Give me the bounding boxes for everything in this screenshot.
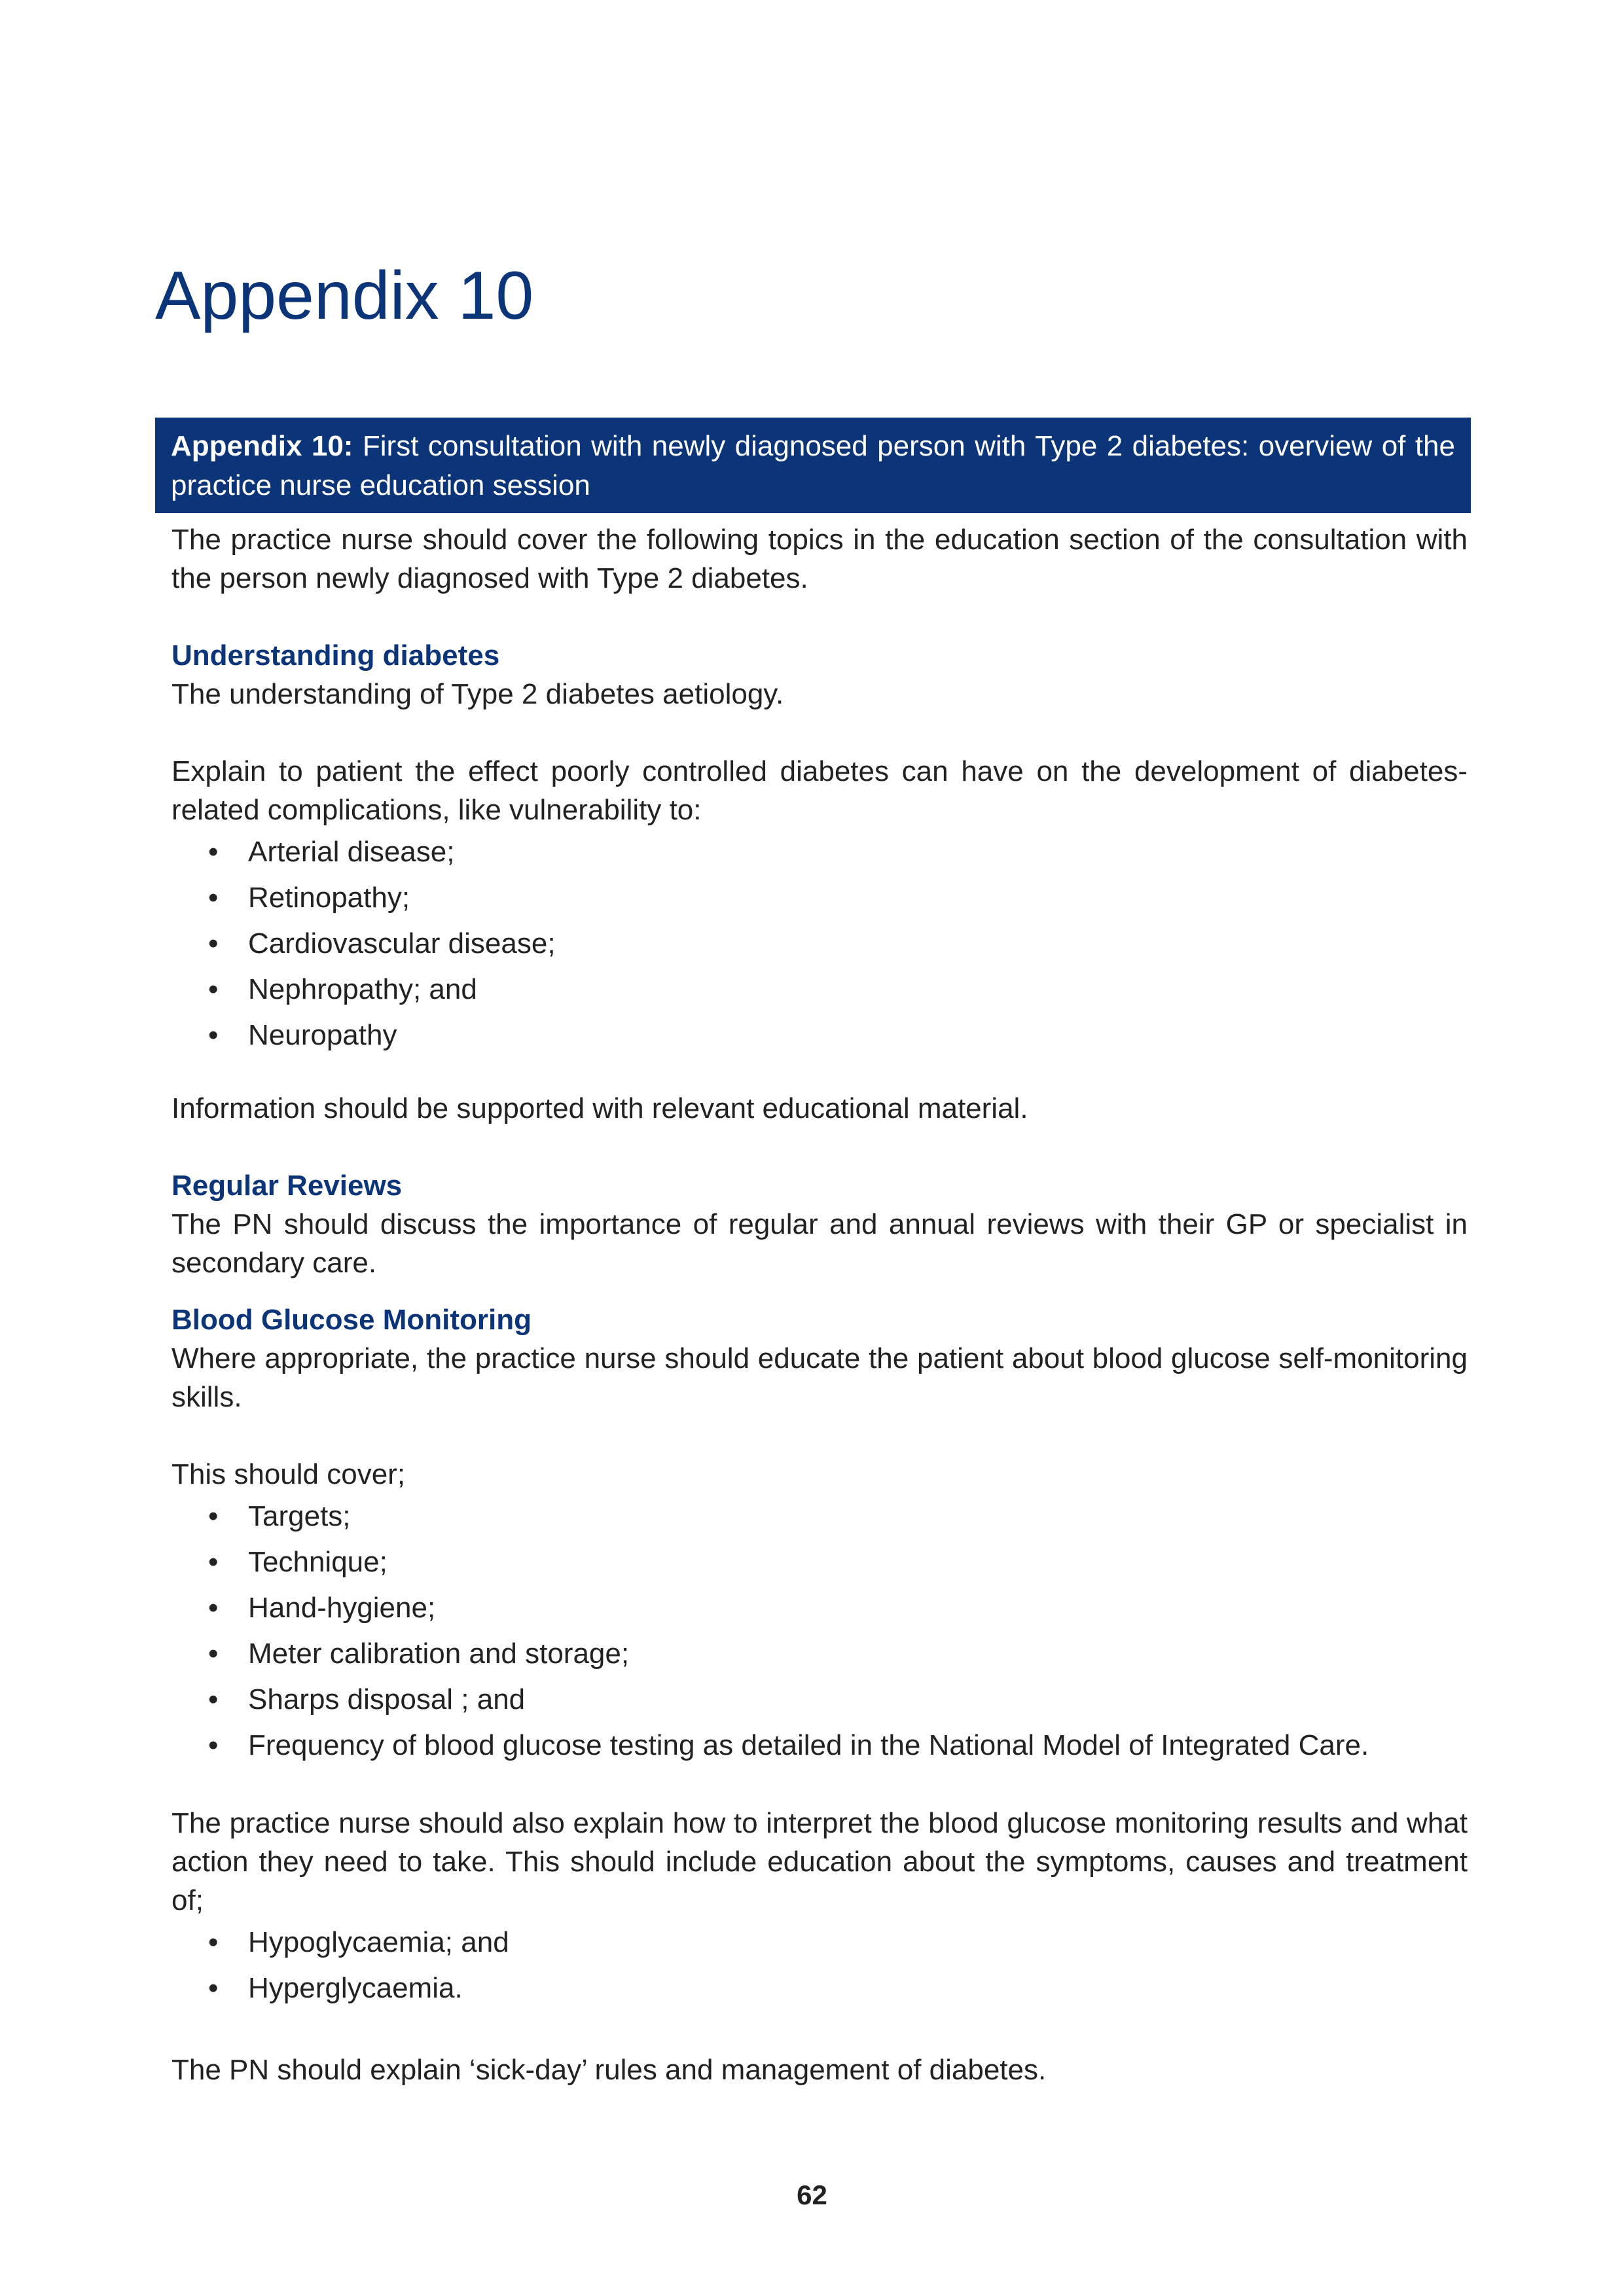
glycaemia-list bbox=[171, 1920, 1468, 2011]
understanding-text-2: Explain to patient the effect poorly controlled diabetes can have on the development of diabetes-related complications, like vulnerability to: bbox=[171, 755, 1468, 826]
list-item: • Sharps disposal ; and bbox=[171, 1677, 1468, 1723]
page-number: 62 bbox=[797, 2179, 827, 2210]
list-item: • Frequency of blood glucose testing as detailed in the National Model of Integrated Care. bbox=[171, 1723, 1468, 1768]
list-item: • Hypoglycaemia; and bbox=[171, 1920, 1468, 1965]
document-body bbox=[171, 520, 1468, 2089]
understanding-heading: Understanding diabetes bbox=[171, 639, 500, 672]
monitoring-heading: Blood Glucose Monitoring bbox=[171, 1304, 532, 1336]
monitoring-text-2: This should cover; bbox=[171, 1458, 406, 1490]
list-item: • Neuropathy bbox=[171, 1013, 1468, 1058]
list-item: • Retinopathy; bbox=[171, 875, 1468, 921]
list-item: • Targets; bbox=[171, 1494, 1468, 1539]
list-item: • Hyperglycaemia. bbox=[171, 1965, 1468, 2011]
reviews-heading: Regular Reviews bbox=[171, 1170, 403, 1202]
complications-list bbox=[171, 829, 1468, 1058]
page-title: Appendix 10 bbox=[155, 258, 534, 334]
list-item: • Technique; bbox=[171, 1539, 1468, 1585]
banner-text: First consultation with newly diagnosed person with Type 2 diabetes: overview of the practice nurse education session bbox=[171, 430, 1455, 501]
intro-paragraph: The practice nurse should cover the following topics in the education section of the consultation with the person newly diagnosed with Type 2 diabetes. bbox=[171, 524, 1468, 594]
reviews-text: The PN should discuss the importance of regular and annual reviews with their GP or specialist in secondary care. bbox=[171, 1208, 1468, 1279]
monitoring-text-3: The practice nurse should also explain how to interpret the blood glucose monitoring results and what action they need to take. This should include education about the symptoms, causes and treatment of; bbox=[171, 1807, 1468, 1916]
list-item: • Arterial disease; bbox=[171, 829, 1468, 875]
appendix-banner bbox=[155, 418, 1471, 513]
understanding-text-1: The understanding of Type 2 diabetes aetiology. bbox=[171, 678, 784, 710]
monitoring-text-4: The PN should explain ‘sick-day’ rules and management of diabetes. bbox=[171, 2054, 1047, 2086]
monitoring-text-1: Where appropriate, the practice nurse should educate the patient about blood glucose self-monitoring skills. bbox=[171, 1342, 1468, 1413]
list-item: • Nephropathy; and bbox=[171, 967, 1468, 1013]
list-item: • Cardiovascular disease; bbox=[171, 921, 1468, 967]
understanding-text-3: Information should be supported with relevant educational material. bbox=[171, 1092, 1028, 1124]
list-item: • Hand-hygiene; bbox=[171, 1585, 1468, 1631]
banner-label: Appendix 10: bbox=[171, 430, 353, 462]
monitoring-topics-list bbox=[171, 1494, 1468, 1768]
list-item: • Meter calibration and storage; bbox=[171, 1631, 1468, 1677]
